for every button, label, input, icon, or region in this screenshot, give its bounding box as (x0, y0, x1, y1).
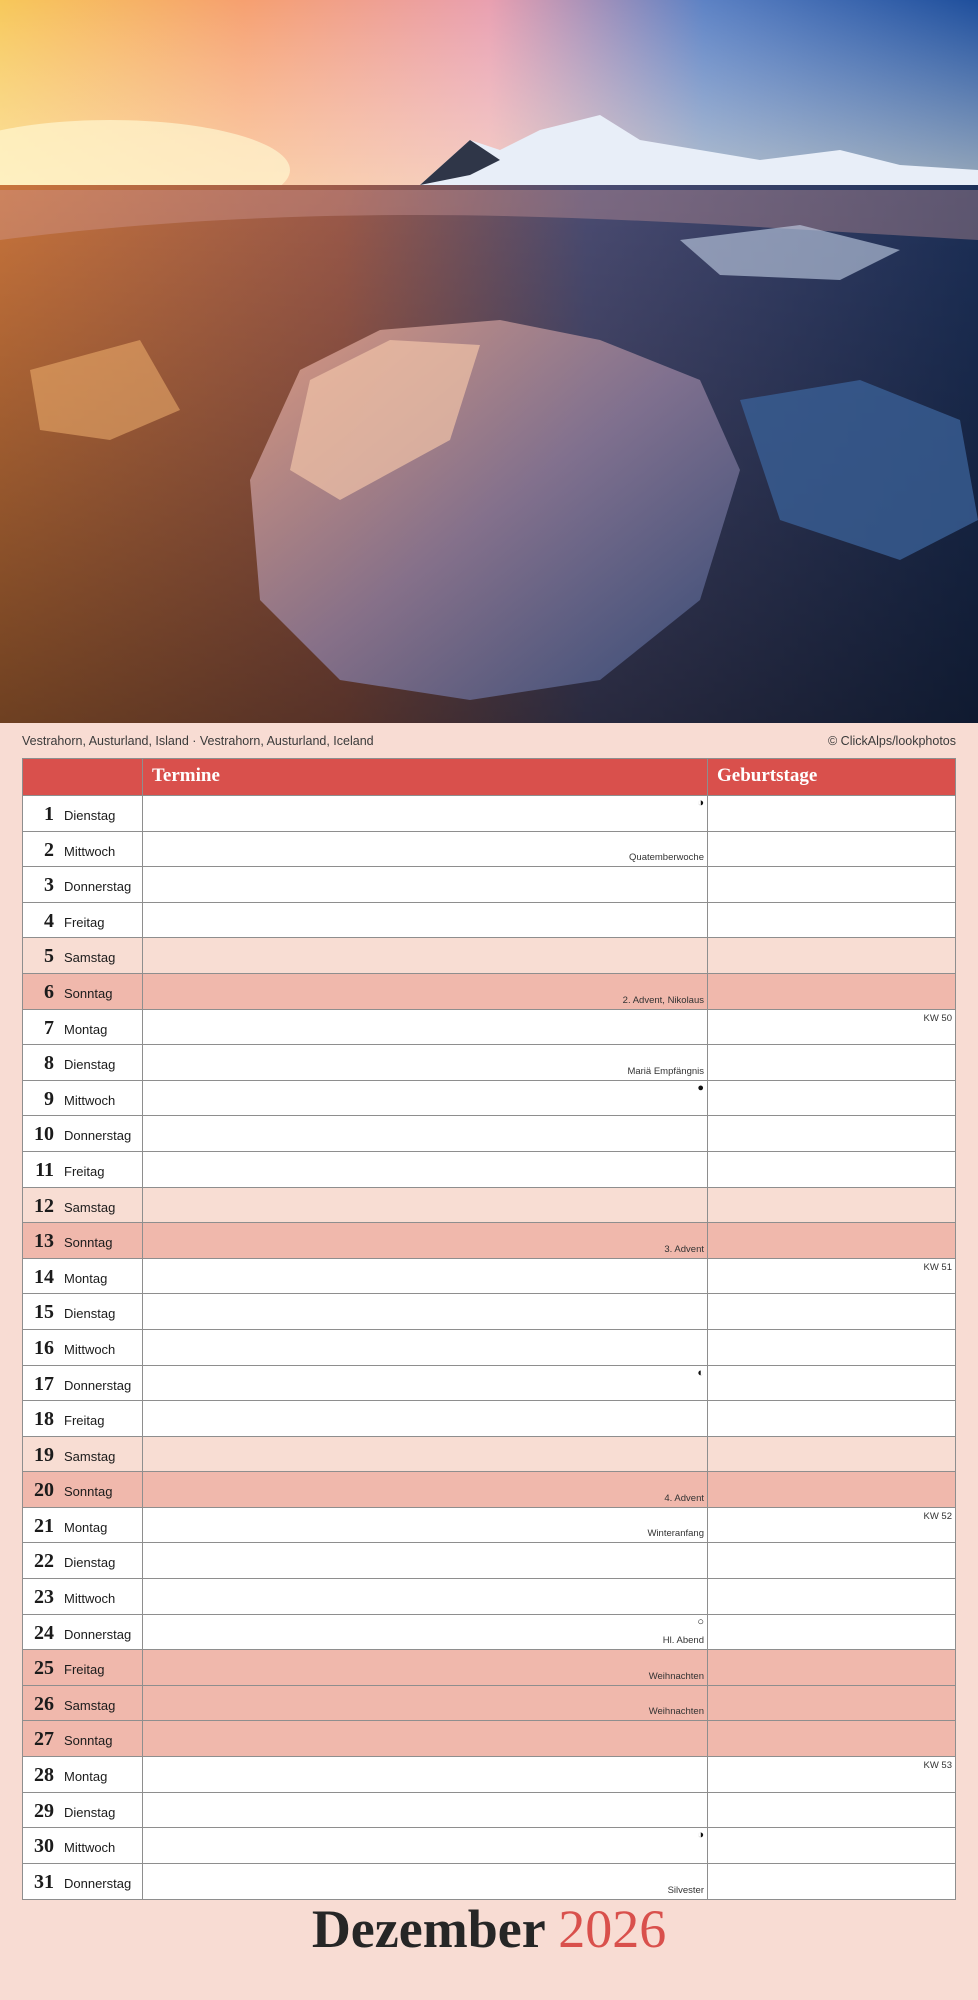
day-row (23, 1793, 955, 1829)
termine-cell[interactable] (143, 832, 708, 867)
termine-cell[interactable] (143, 1223, 708, 1258)
geburtstage-cell[interactable] (708, 1366, 955, 1401)
geburtstage-cell[interactable] (708, 1259, 955, 1294)
day-row (23, 1543, 955, 1579)
weekday-name: Freitag (64, 1662, 105, 1678)
day-number: 3 (44, 874, 54, 897)
termine-cell[interactable] (143, 1116, 708, 1151)
weekday-name: Montag (64, 1519, 108, 1535)
geburtstage-cell[interactable] (708, 1864, 955, 1900)
geburtstage-cell[interactable] (708, 1828, 955, 1863)
geburtstage-cell[interactable] (708, 974, 955, 1009)
day-cell (23, 1472, 143, 1507)
calendar-table (22, 758, 956, 1900)
day-number: 2 (44, 838, 54, 861)
calendar-photo (0, 0, 978, 723)
holiday-note: Mariä Empfängnis (627, 1065, 704, 1077)
day-number: 14 (34, 1265, 54, 1288)
calendar-header (23, 759, 955, 796)
weekday-name: Dienstag (64, 808, 116, 823)
geburtstage-cell[interactable] (708, 832, 955, 867)
geburtstage-cell[interactable] (708, 1010, 955, 1045)
day-row (23, 938, 955, 974)
day-row (23, 1116, 955, 1152)
geburtstage-cell[interactable] (708, 1615, 955, 1650)
day-number: 4 (44, 909, 54, 932)
weekday-name: Mittwoch (64, 1591, 116, 1607)
geburtstage-cell[interactable] (708, 867, 955, 902)
termine-cell[interactable] (143, 867, 708, 902)
weekday-name: Freitag (64, 914, 105, 930)
day-cell (23, 1721, 143, 1756)
termine-cell[interactable] (143, 1188, 708, 1223)
termine-cell[interactable] (143, 1472, 708, 1507)
calendar-week-label: KW 52 (923, 1510, 952, 1522)
day-cell (23, 1045, 143, 1080)
day-row (23, 1081, 955, 1117)
day-row (23, 1152, 955, 1188)
holiday-note: Silvester (667, 1885, 704, 1897)
day-number: 30 (34, 1835, 54, 1858)
weekday-name: Donnerstag (64, 1128, 132, 1144)
termine-cell[interactable] (143, 1864, 708, 1900)
geburtstage-cell[interactable] (708, 1543, 955, 1578)
holiday-note: Hl. Abend (662, 1635, 704, 1647)
day-cell (23, 1188, 143, 1223)
day-cell (23, 1010, 143, 1045)
day-cell (23, 1650, 143, 1685)
termine-cell[interactable] (143, 974, 708, 1009)
termine-cell[interactable] (143, 1437, 708, 1472)
termine-cell[interactable] (143, 1650, 708, 1685)
day-row (23, 1615, 955, 1651)
weekday-name: Sonntag (64, 1484, 113, 1500)
caption-credit: © ClickAlps/lookphotos (827, 734, 956, 748)
geburtstage-cell[interactable] (708, 903, 955, 938)
weekday-name: Mittwoch (64, 843, 116, 859)
day-number: 17 (34, 1372, 54, 1395)
day-cell (23, 1828, 143, 1863)
day-number: 13 (34, 1230, 54, 1253)
geburtstage-cell[interactable] (708, 1793, 955, 1828)
weekday-name: Dienstag (64, 1804, 116, 1820)
month-title (0, 1898, 978, 1960)
day-row (23, 1330, 955, 1366)
photo-caption (22, 734, 956, 750)
geburtstage-cell[interactable] (708, 1330, 955, 1365)
moon-phase-icon: ◑ (697, 797, 704, 809)
weekday-name: Sonntag (64, 985, 113, 1001)
day-row (23, 903, 955, 939)
geburtstage-cell[interactable] (708, 1081, 955, 1116)
caption-location: Vestrahorn, Austurland, Island · Vestrahorn, Austurland, Iceland (22, 734, 374, 748)
day-cell (23, 1259, 143, 1294)
month-name: Dezember (311, 1899, 545, 1959)
termine-cell[interactable] (143, 903, 708, 938)
weekday-name: Samstag (64, 1448, 116, 1464)
day-cell (23, 938, 143, 973)
day-number: 26 (34, 1692, 54, 1715)
termine-cell[interactable] (143, 1579, 708, 1614)
termine-cell[interactable] (143, 1010, 708, 1045)
weekday-name: Dienstag (64, 1555, 116, 1571)
geburtstage-cell[interactable] (708, 1721, 955, 1756)
termine-cell[interactable] (143, 938, 708, 973)
geburtstage-cell[interactable] (708, 1686, 955, 1721)
day-row (23, 1579, 955, 1615)
header-day-column (23, 759, 143, 795)
termine-cell[interactable] (143, 796, 708, 831)
day-number: 8 (44, 1052, 54, 1075)
day-number: 29 (34, 1799, 54, 1822)
geburtstage-cell[interactable] (708, 796, 955, 831)
header-geburtstage: Geburtstage (717, 765, 818, 786)
day-row (23, 1259, 955, 1295)
day-number: 18 (34, 1408, 54, 1431)
day-cell (23, 1543, 143, 1578)
moon-phase-icon: ○ (697, 1615, 704, 1628)
day-cell (23, 1294, 143, 1329)
weekday-name: Montag (64, 1021, 108, 1037)
geburtstage-cell[interactable] (708, 1472, 955, 1507)
day-row (23, 1010, 955, 1046)
day-cell (23, 1757, 143, 1792)
day-cell (23, 796, 143, 831)
weekday-name: Donnerstag (64, 1377, 132, 1393)
day-row (23, 832, 955, 868)
day-number: 12 (34, 1194, 54, 1217)
day-number: 22 (34, 1550, 54, 1573)
weekday-name: Donnerstag (64, 879, 132, 895)
day-row (23, 867, 955, 903)
weekday-name: Dienstag (64, 1057, 116, 1073)
moon-phase-icon: ◐ (697, 1366, 704, 1379)
day-row (23, 974, 955, 1010)
day-number: 9 (44, 1087, 54, 1110)
day-cell (23, 1152, 143, 1187)
day-cell (23, 1793, 143, 1828)
termine-cell[interactable] (143, 1793, 708, 1828)
termine-cell[interactable] (143, 1686, 708, 1721)
termine-cell[interactable] (143, 1757, 708, 1792)
day-cell (23, 1401, 143, 1436)
day-cell (23, 1081, 143, 1116)
termine-cell[interactable] (143, 1828, 708, 1863)
calendar-week-label: KW 53 (923, 1760, 952, 1772)
day-number: 6 (44, 980, 54, 1003)
day-row (23, 1472, 955, 1508)
day-number: 1 (44, 803, 54, 825)
day-cell (23, 867, 143, 902)
day-cell (23, 1330, 143, 1365)
termine-cell[interactable] (143, 1330, 708, 1365)
weekday-name: Donnerstag (64, 1875, 132, 1891)
weekday-name: Samstag (64, 1697, 116, 1713)
day-number: 20 (34, 1479, 54, 1502)
day-row (23, 1188, 955, 1224)
landscape-image (0, 0, 978, 723)
holiday-note: 4. Advent (664, 1492, 704, 1504)
day-number: 27 (34, 1728, 54, 1751)
termine-cell[interactable] (143, 1259, 708, 1294)
termine-cell[interactable] (143, 1294, 708, 1329)
day-cell (23, 1116, 143, 1151)
month-year: 2026 (558, 1899, 667, 1959)
termine-cell[interactable] (143, 1401, 708, 1436)
header-termine: Termine (143, 759, 708, 795)
day-number: 5 (44, 945, 54, 968)
weekday-name: Dienstag (64, 1306, 116, 1322)
day-row (23, 1223, 955, 1259)
day-row (23, 796, 955, 832)
day-number: 16 (34, 1336, 54, 1359)
day-cell (23, 832, 143, 867)
weekday-name: Mittwoch (64, 1092, 116, 1108)
day-number: 24 (34, 1621, 54, 1644)
geburtstage-cell[interactable] (708, 1045, 955, 1080)
day-cell (23, 1223, 143, 1258)
geburtstage-cell[interactable] (708, 1152, 955, 1187)
calendar-rows (23, 796, 955, 1899)
day-row (23, 1828, 955, 1864)
day-row (23, 1508, 955, 1544)
day-number: 28 (34, 1764, 54, 1787)
geburtstage-cell[interactable] (708, 938, 955, 973)
weekday-name: Samstag (64, 950, 116, 966)
geburtstage-cell[interactable] (708, 1116, 955, 1151)
holiday-note: Weihnachten (648, 1670, 704, 1682)
holiday-note: Winteranfang (647, 1528, 704, 1540)
day-cell (23, 1864, 143, 1900)
day-row (23, 1650, 955, 1686)
holiday-note: Weihnachten (648, 1706, 704, 1718)
moon-phase-icon: ● (697, 1081, 704, 1094)
termine-cell[interactable] (143, 1508, 708, 1543)
termine-cell[interactable] (143, 1721, 708, 1756)
termine-cell[interactable] (143, 1081, 708, 1116)
geburtstage-cell[interactable] (708, 1294, 955, 1329)
weekday-name: Mittwoch (64, 1341, 116, 1357)
day-cell (23, 1579, 143, 1614)
geburtstage-cell[interactable] (708, 1437, 955, 1472)
day-number: 7 (44, 1016, 54, 1039)
holiday-note: 2. Advent, Nikolaus (622, 994, 704, 1006)
geburtstage-cell[interactable] (708, 1223, 955, 1258)
day-cell (23, 1508, 143, 1543)
day-row (23, 1686, 955, 1722)
day-row (23, 1864, 955, 1900)
day-row (23, 1294, 955, 1330)
geburtstage-cell[interactable] (708, 1579, 955, 1614)
calendar-week-label: KW 50 (923, 1012, 952, 1024)
geburtstage-cell[interactable] (708, 1188, 955, 1223)
termine-cell[interactable] (143, 1152, 708, 1187)
day-row (23, 1757, 955, 1793)
day-row (23, 1366, 955, 1402)
day-number: 23 (34, 1586, 54, 1609)
holiday-note: Quatemberwoche (629, 852, 704, 864)
moon-phase-icon: ◑ (697, 1829, 704, 1842)
termine-cell[interactable] (143, 1045, 708, 1080)
geburtstage-cell[interactable] (708, 1650, 955, 1685)
calendar-week-label: KW 51 (923, 1261, 952, 1273)
day-number: 31 (34, 1870, 54, 1893)
weekday-name: Sonntag (64, 1235, 113, 1251)
geburtstage-cell[interactable] (708, 1401, 955, 1436)
weekday-name: Montag (64, 1270, 108, 1286)
weekday-name: Freitag (64, 1163, 105, 1179)
weekday-name: Donnerstag (64, 1626, 132, 1642)
day-number: 15 (34, 1301, 54, 1324)
geburtstage-cell[interactable] (708, 1757, 955, 1792)
day-number: 21 (34, 1514, 54, 1537)
day-row (23, 1045, 955, 1081)
day-row (23, 1437, 955, 1473)
weekday-name: Samstag (64, 1199, 116, 1215)
day-cell (23, 1366, 143, 1401)
weekday-name: Mittwoch (64, 1840, 116, 1856)
day-cell (23, 1615, 143, 1650)
geburtstage-cell[interactable] (708, 1508, 955, 1543)
day-row (23, 1401, 955, 1437)
weekday-name: Freitag (64, 1413, 105, 1429)
termine-cell[interactable] (143, 1543, 708, 1578)
day-number: 19 (34, 1443, 54, 1466)
day-cell (23, 1437, 143, 1472)
day-number: 25 (34, 1657, 54, 1680)
day-number: 10 (34, 1123, 54, 1146)
day-row (23, 1721, 955, 1757)
termine-cell[interactable] (143, 1615, 708, 1650)
day-cell (23, 903, 143, 938)
weekday-name: Montag (64, 1769, 108, 1785)
termine-cell[interactable] (143, 1366, 708, 1401)
weekday-name: Sonntag (64, 1733, 113, 1749)
day-cell (23, 974, 143, 1009)
holiday-note: 3. Advent (664, 1243, 704, 1255)
day-cell (23, 1686, 143, 1721)
day-number: 11 (35, 1158, 54, 1181)
